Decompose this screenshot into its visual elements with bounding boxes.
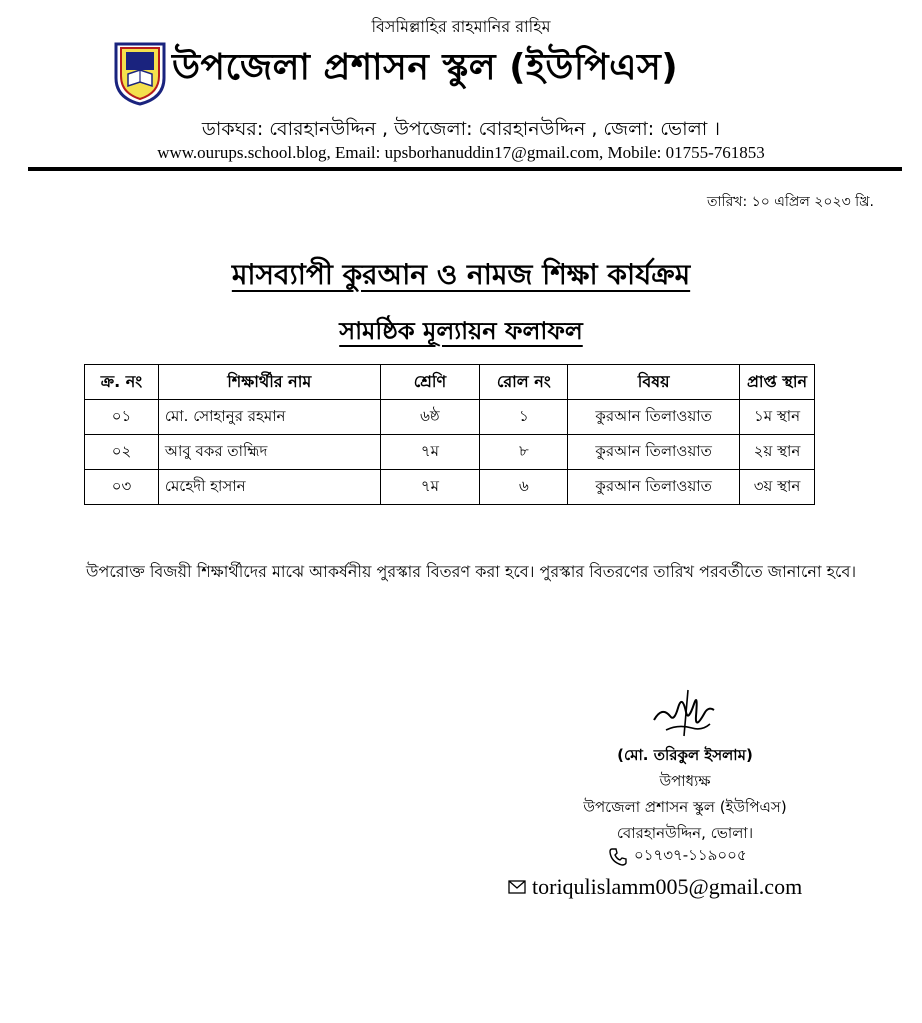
table-row [85, 470, 815, 505]
signatory-location: বোরহানউদ্দিন, ভোলা। [616, 824, 754, 842]
col-header-position: প্রাপ্ত স্থান [740, 365, 815, 400]
cell-serial: ০১ [85, 400, 159, 435]
cell-name: মেহেদী হাসান [158, 470, 380, 505]
cell-class: ৬ষ্ঠ [380, 400, 480, 435]
notice-paragraph: উপরোক্ত বিজয়ী শিক্ষার্থীদের মাঝে আকর্ষনীয় পুরস্কার বিতরণ করা হবে। পুরস্কার বিতরণের তারিখ পরবর্তীতে জানানো হবে। [86, 562, 857, 581]
signatory-designation: উপাধ্যক্ষ [659, 772, 711, 790]
cell-serial: ০২ [85, 435, 159, 470]
col-header-roll: রোল নং [480, 365, 568, 400]
signatory-block [560, 742, 810, 846]
cell-subject: কুরআন তিলাওয়াত [568, 435, 740, 470]
cell-roll: ১ [480, 400, 568, 435]
cell-roll: ৬ [480, 470, 568, 505]
cell-class: ৭ম [380, 470, 480, 505]
cell-position: ২য় স্থান [740, 435, 815, 470]
table-row [85, 400, 815, 435]
cell-position: ৩য় স্থান [740, 470, 815, 505]
school-contact: www.ourups.school.blog, Email: upsborhanuddin17@gmail.com, Mobile: 01755-761853 [157, 143, 765, 162]
signatory-name: (মো. তরিকুল ইসলাম) [617, 746, 753, 764]
signatory-phone-line [608, 844, 747, 869]
col-header-name: শিক্ষার্থীর নাম [158, 365, 380, 400]
document-date: তারিখ: ১০ এপ্রিল ২০২৩ খ্রি. [707, 194, 874, 210]
program-title: মাসব্যাপী কুরআন ও নামজ শিক্ষা কার্যক্রম [231, 258, 691, 291]
results-table [84, 364, 815, 505]
school-name: উপজেলা প্রশাসন স্কুল (ইউপিএস) [172, 47, 679, 88]
col-header-class: শ্রেণি [380, 365, 480, 400]
signatory-institution: উপজেলা প্রশাসন স্কুল (ইউপিএস) [583, 798, 787, 816]
cell-roll: ৮ [480, 435, 568, 470]
cell-serial: ০৩ [85, 470, 159, 505]
cell-name: মো. সোহানুর রহমান [158, 400, 380, 435]
table-header-row [85, 365, 815, 400]
phone-icon [608, 847, 628, 867]
envelope-icon [508, 880, 526, 894]
cell-position: ১ম স্থান [740, 400, 815, 435]
signatory-email: toriqulislamm005@gmail.com [532, 874, 803, 899]
col-header-subject: বিষয় [568, 365, 740, 400]
signatory-phone: ০১৭৩৭-১১৯০০৫ [634, 846, 747, 864]
result-title: সামষ্ঠিক মূল্যায়ন ফলাফল [339, 317, 583, 345]
signatory-email-line [508, 874, 802, 900]
col-header-serial: ক্র. নং [85, 365, 159, 400]
school-logo [112, 38, 168, 106]
signature-image [648, 686, 720, 742]
cell-class: ৭ম [380, 435, 480, 470]
cell-subject: কুরআন তিলাওয়াত [568, 470, 740, 505]
cell-subject: কুরআন তিলাওয়াত [568, 400, 740, 435]
table-row [85, 435, 815, 470]
header-divider [28, 167, 902, 171]
bismillah-text: বিসমিল্লাহির রাহমানির রাহিম [371, 17, 551, 36]
school-address: ডাকঘর: বোরহানউদ্দিন , উপজেলা: বোরহানউদ্দিন , জেলা: ভোলা । [201, 118, 721, 140]
cell-name: আবু বকর তাহ্মিদ [158, 435, 380, 470]
